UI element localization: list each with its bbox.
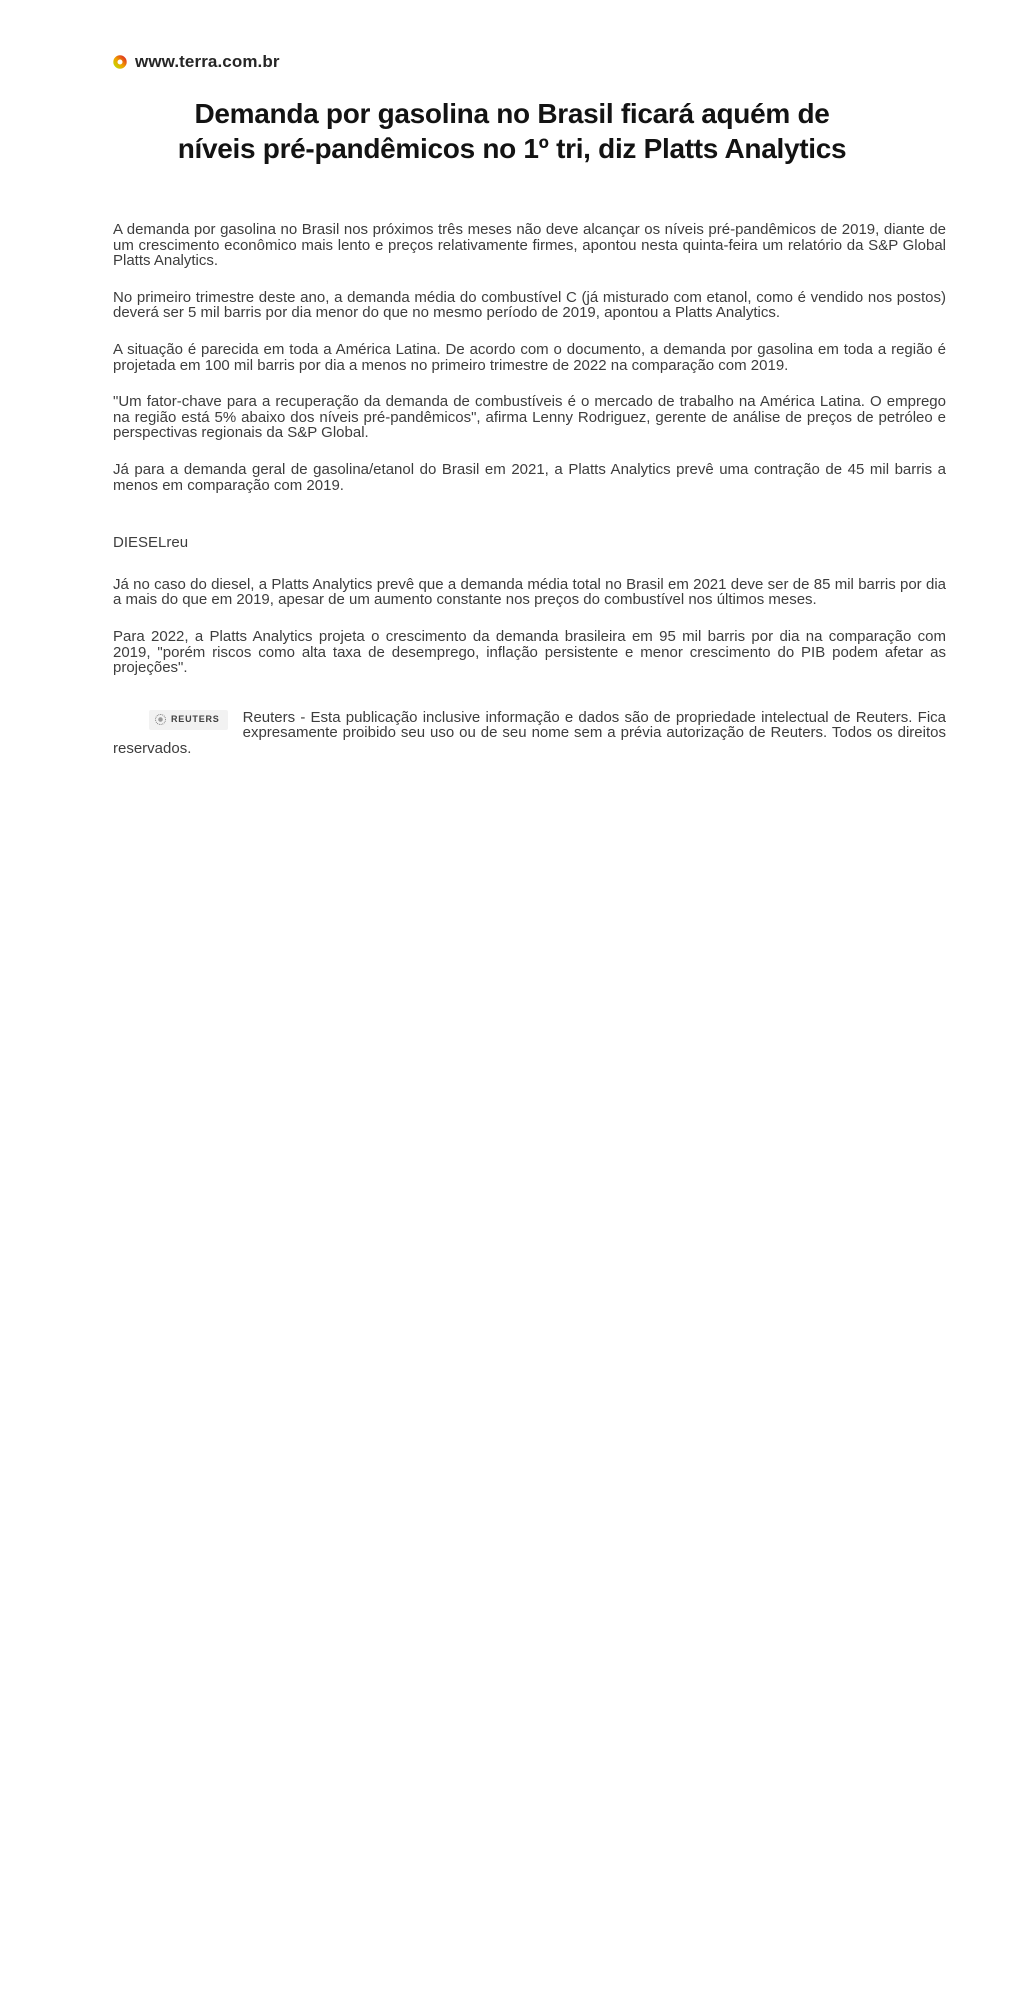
reuters-orb-icon	[155, 714, 166, 725]
reuters-disclaimer-text: Reuters - Esta publicação inclusive informação e dados são de propriedade intelectual de Reuters. Fica expresamente proibido seu uso ou de seu nome sem a prévia autorização de Reuters. Todos os direitos reservados.	[113, 708, 946, 757]
article-title-line1: Demanda por gasolina no Brasil ficará aquém de	[194, 98, 830, 129]
article-paragraph-2: No primeiro trimestre deste ano, a demanda média do combustível C (já misturado com etanol, como é vendido nos postos) deverá ser 5 mil barris por dia menor do que no mesmo período de 2019, apontou a Platts Analytics.	[113, 288, 946, 322]
article-page	[0, 0, 1024, 756]
reuters-disclaimer-block	[113, 710, 946, 757]
article-paragraph-4: "Um fator-chave para a recuperação da demanda de combustíveis é o mercado de trabalho na América Latina. O emprego na região está 5% abaixo dos níveis pré-pandêmicos", afirma Lenny Rodriguez, gerente de análise de preços de petróleo e perspectivas regionais da S&P Global.	[113, 393, 946, 442]
article-paragraph-3: A situação é parecida em toda a América Latina. De acordo com o documento, a demanda por gasolina em toda a região é projetada em 100 mil barris por dia a menos no primeiro trimestre de 2022 na comparação com 2019.	[113, 340, 946, 374]
article-body	[113, 222, 946, 756]
site-header	[0, 0, 1024, 72]
article-title	[72, 96, 952, 166]
article-paragraph-6: Já no caso do diesel, a Platts Analytics prevê que a demanda média total no Brasil em 2021 deve ser de 85 mil barris por dia a mais do que em 2019, apesar de um aumento constante nos preços do combustível nos últimos meses.	[113, 575, 946, 609]
article-paragraph-7: Para 2022, a Platts Analytics projeta o crescimento da demanda brasileira em 95 mil barris por dia na comparação com 2019, "porém riscos como alta taxa de desemprego, inflação persistente e menor crescimento do PIB podem afetar as projeções".	[113, 627, 946, 677]
article-paragraph-5: Já para a demanda geral de gasolina/etanol do Brasil em 2021, a Platts Analytics prevê uma contração de 45 mil barris a menos em comparação com 2019.	[113, 460, 946, 494]
site-url: www.terra.com.br	[135, 52, 280, 71]
diesel-heading: DIESELreu	[113, 534, 189, 552]
terra-logo-icon	[113, 55, 127, 69]
reuters-logo	[149, 710, 228, 730]
reuters-logo-text: REUTERS	[171, 713, 220, 724]
article-title-line2: níveis pré-pandêmicos no 1º tri, diz Platts Analytics	[177, 133, 847, 164]
article-paragraph-1: A demanda por gasolina no Brasil nos próximos três meses não deve alcançar os níveis pré-pandêmicos de 2019, diante de um crescimento econômico mais lento e preços relativamente firmes, apontou nesta quinta-feira um relatório da S&P Global Platts Analytics.	[113, 221, 946, 270]
